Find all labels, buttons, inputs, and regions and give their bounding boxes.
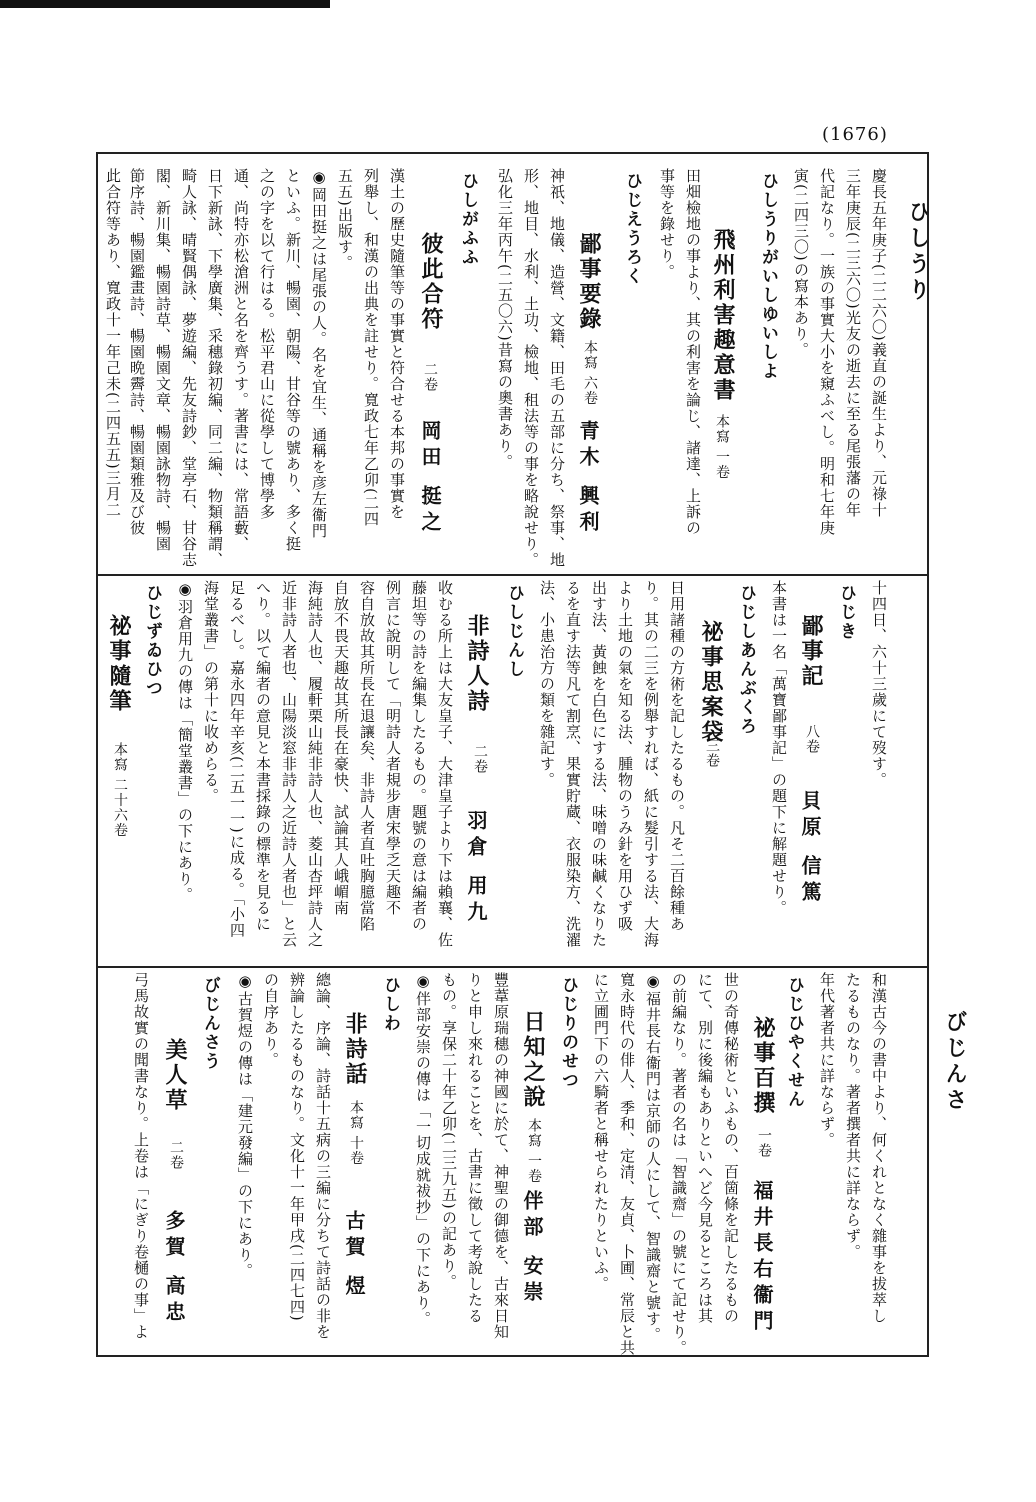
text-line: 年代著者共に詳ならず。 — [818, 972, 836, 1148]
entry-title: 日知之說 — [520, 1010, 546, 1110]
text-line: 豐葦原瑞穗の神國に於て、神聖の御德を、古來日知 — [492, 972, 510, 1340]
text-line: 收むる所上は大友皇子、大津皇子より下は賴襄、佐 — [436, 580, 454, 948]
text-line: 代記なり。一族の事實大小を窺ふべし。明和七年庚 — [818, 168, 836, 536]
text-line: るを直す法等凡て割烹、果實貯蔵、衣服染方、洗濯 — [564, 580, 582, 948]
text-line: 自放不畏天趣故其所長在豪快、試論其人峨嵋南 — [332, 580, 350, 916]
text-line: 神祇、地儀、造營、文籍、田毛の五部に分ち、祭事、地 — [548, 168, 566, 568]
entry-volume-info: 本寫 十卷 — [348, 1100, 364, 1166]
entry-volume-info: 一卷 — [756, 1128, 772, 1158]
text-line: 漢土の歷史隨筆等の事實と符合せる本邦の事實を — [388, 168, 406, 520]
text-line: 寅(二四三〇)の寫本あり。 — [792, 168, 810, 358]
entry-title: 飛州利害趣意書 — [710, 228, 736, 403]
text-line: もの。享保二十年乙卯(二三九五)の記あり。 — [440, 972, 458, 1290]
entry-reading: ひしわ — [380, 976, 400, 1033]
entry-title: 鄙事要錄 — [576, 232, 602, 332]
text-line: へり。以て編者の意見と本書採錄の標準を見るに — [254, 580, 272, 932]
page-number: (1676) — [822, 124, 888, 145]
entry-volume-info: 八卷 — [804, 724, 820, 754]
entry-reading: ひじずゐひつ — [142, 584, 162, 698]
entry-title: 祕事隨筆 — [106, 614, 132, 714]
text-line: 辨論したるものなり。文化十一年甲戌(二四七四) — [288, 972, 306, 1322]
text-line: 此合符等あり、寬政十一年己未(二四五五)三月二 — [104, 168, 122, 518]
text-line: 本書は一名「萬寶鄙事記」の題下に解題せり。 — [770, 580, 788, 916]
text-line: といふ。新川、暢園、朝陽、甘谷等の號あり、多く挺 — [284, 168, 302, 552]
text-line: 足るべし。嘉永四年辛亥(二五一一)に成る。「小四 — [228, 580, 246, 939]
text-line: 列舉し、和漢の出典を註せり。寬政七年乙卯(二四 — [362, 168, 380, 527]
entry-author: 古賀 煜 — [342, 1210, 366, 1301]
text-line: 畸人詠、晴賢偶詠、夢遊編、先友詩鈔、堂亭石、甘谷志 — [180, 168, 198, 568]
entry-reading: ひしうりがいしゆいしよ — [758, 172, 778, 381]
text-line: ◉羽倉用九の傳は「簡堂叢書」の下にあり。 — [176, 580, 194, 903]
text-line: 世の奇傳秘術といふもの、百箇條を記したるもの — [722, 972, 740, 1324]
entry-volume-info: 二卷 — [168, 1140, 184, 1170]
entry-volume-info: 本寫 一卷 — [714, 414, 730, 480]
text-line: にて、別に後編もありといへど今見るところは其 — [696, 972, 714, 1324]
text-line: 之の字を以て行はる。松平君山に從學して博學多 — [258, 168, 276, 520]
entry-reading: ひじえうろく — [622, 172, 642, 286]
text-line: 出す法、黃蝕を白色にする法、味噌の味鹹くなりた — [590, 580, 608, 948]
entry-reading: ひじひやくせん — [784, 976, 804, 1109]
text-line: 近非詩人者也、山陽淡窓非詩人之近詩人者也」と云 — [280, 580, 298, 948]
text-line: 容自放故其所長在退讓矣、非詩人者直吐胸臆當陷 — [358, 580, 376, 932]
entry-reading: ひしがふふ — [458, 172, 478, 267]
text-line: 弓馬故實の聞書なり。上卷は「にぎり卷樋の事」よ — [132, 972, 150, 1340]
text-line: 慶長五年庚子(二二六〇)義直の誕生より、元祿十 — [870, 168, 888, 518]
text-line: 田畑檢地の事より、其の利害を論じ、諸達、上訴の — [684, 168, 702, 536]
text-line: 弘化三年丙午(二五〇六)昔寫の奧書あり。 — [496, 168, 514, 470]
entry-reading: ひじりのせつ — [558, 976, 578, 1090]
text-line: ◉岡田挺之は尾張の人。名を宜生、通稱を彦左衞門 — [310, 168, 328, 539]
entry-author: 福井長右衞門 — [750, 1180, 774, 1336]
text-line: たるものなり。著者撰者共に詳ならず。 — [844, 972, 862, 1260]
entry-title: 祕事百撰 — [750, 1016, 776, 1116]
text-line: より土地の氣を知る法、腫物のうみ針を用ひず吸 — [616, 580, 634, 932]
text-line: 形、地目、水利、土功、檢地、租法等の事を略說せり。 — [522, 168, 540, 568]
entry-author: 伴部 安崇 — [520, 1190, 544, 1307]
entry-volume-info: 三卷 — [704, 738, 720, 768]
running-header-left: びじんさ — [942, 1010, 968, 1114]
text-line: 藤坦等の詩を編集したるもの。題號の意は編者の — [410, 580, 428, 932]
text-line: 海純詩人也、履軒栗山純非詩人也、菱山杏坪詩人之 — [306, 580, 324, 948]
entry-author: 貝原 信篤 — [798, 790, 822, 907]
text-line: に立圃門下の六騎者と稱せられたりといふ。 — [592, 972, 610, 1292]
entry-reading: ひじき — [836, 584, 856, 641]
text-line: 節序詩、暢園鑑畫詩、暢園晩霽詩、暢園類雅及び彼 — [128, 168, 146, 536]
entry-title: 非詩人詩 — [464, 614, 490, 714]
entry-reading: ひしじんし — [504, 584, 524, 679]
text-line: ◉伴部安崇の傳は「一切成就祓抄」の下にあり。 — [414, 972, 432, 1327]
entry-reading: ひじしあんぶくろ — [736, 584, 756, 736]
text-line: 法、小患治方の類を雜記す。 — [538, 580, 556, 788]
text-line: 海堂叢書」の第十に收めらる。 — [202, 580, 220, 804]
entry-title: 非詩話 — [342, 1012, 368, 1087]
entry-volume-info: 二卷 — [422, 362, 438, 392]
entry-author: 青木 興利 — [576, 420, 600, 537]
text-line: りと申し來れることを、古書に徵して考說したる — [466, 972, 484, 1324]
text-line: 和漢古今の書中より、何くれとなく雜事を拔萃し — [870, 972, 888, 1324]
entry-volume-info: 本寫 二十六卷 — [112, 742, 128, 838]
text-line: 通、尚特亦松滄洲と名を齊うす。著書には、常語藪、 — [232, 168, 250, 552]
text-line: 事等を錄せり。 — [658, 168, 676, 280]
text-line: ◉古賀煜の傳は「建元發編」の下にあり。 — [236, 972, 254, 1279]
text-line: の前編なり。著者の名は「智識齋」の號にて記せり。 — [670, 972, 688, 1356]
scan-edge-bar — [0, 0, 330, 8]
entry-title: 祕事思案袋 — [698, 620, 724, 745]
entry-author: 多賀 高忠 — [162, 1210, 186, 1327]
entry-volume-info: 二卷 — [472, 744, 488, 774]
entry-author: 岡田 挺之 — [418, 420, 442, 537]
text-line: 寬永時代の俳人、季和、定清、友貞、卜圃、常辰と共 — [618, 972, 636, 1356]
text-line: 日下新詠、下學廣集、采穗錄初編、同二編、物類稱謂、 — [206, 168, 224, 568]
entry-volume-info: 本寫 一卷 — [526, 1118, 542, 1184]
text-line: 三年庚辰(二三六〇)光友の逝去に至る尾張藩の年 — [844, 168, 862, 518]
entry-title: 美人草 — [162, 1038, 188, 1113]
text-line: 十四日、六十三歲にて歿す。 — [870, 580, 888, 788]
tier-divider-lower — [96, 966, 929, 968]
entry-author: 羽倉 用九 — [464, 810, 488, 927]
text-line: の自序あり。 — [262, 972, 280, 1068]
text-line: 閣、新川集、暢園詩草、暢園文章、暢園詠物詩、暢園 — [154, 168, 172, 552]
tier-divider-upper — [96, 574, 929, 576]
entry-title: 彼此合符 — [418, 232, 444, 332]
text-line: 五五)出版す。 — [336, 168, 354, 271]
text-line: 總論、序論、詩話十五病の三編に分ちて詩話の非を — [314, 972, 332, 1340]
entry-reading: びじんさう — [200, 976, 220, 1071]
entry-volume-info: 本寫 六卷 — [582, 340, 598, 406]
entry-title: 鄙事記 — [798, 614, 824, 689]
text-line: り。其の二三を例舉すれば、紙に髮引する法、大海 — [642, 580, 660, 948]
text-line: 日用諸種の方術を記したるもの。凡そ二百餘種あ — [668, 580, 686, 932]
text-line: ◉福井長右衞門は京師の人にして、智識齋と號す。 — [644, 972, 662, 1343]
running-header-right: ひしうり — [905, 200, 931, 304]
text-line: 例言に說明して「明詩人者規步唐宋學乏天趣不 — [384, 580, 402, 916]
